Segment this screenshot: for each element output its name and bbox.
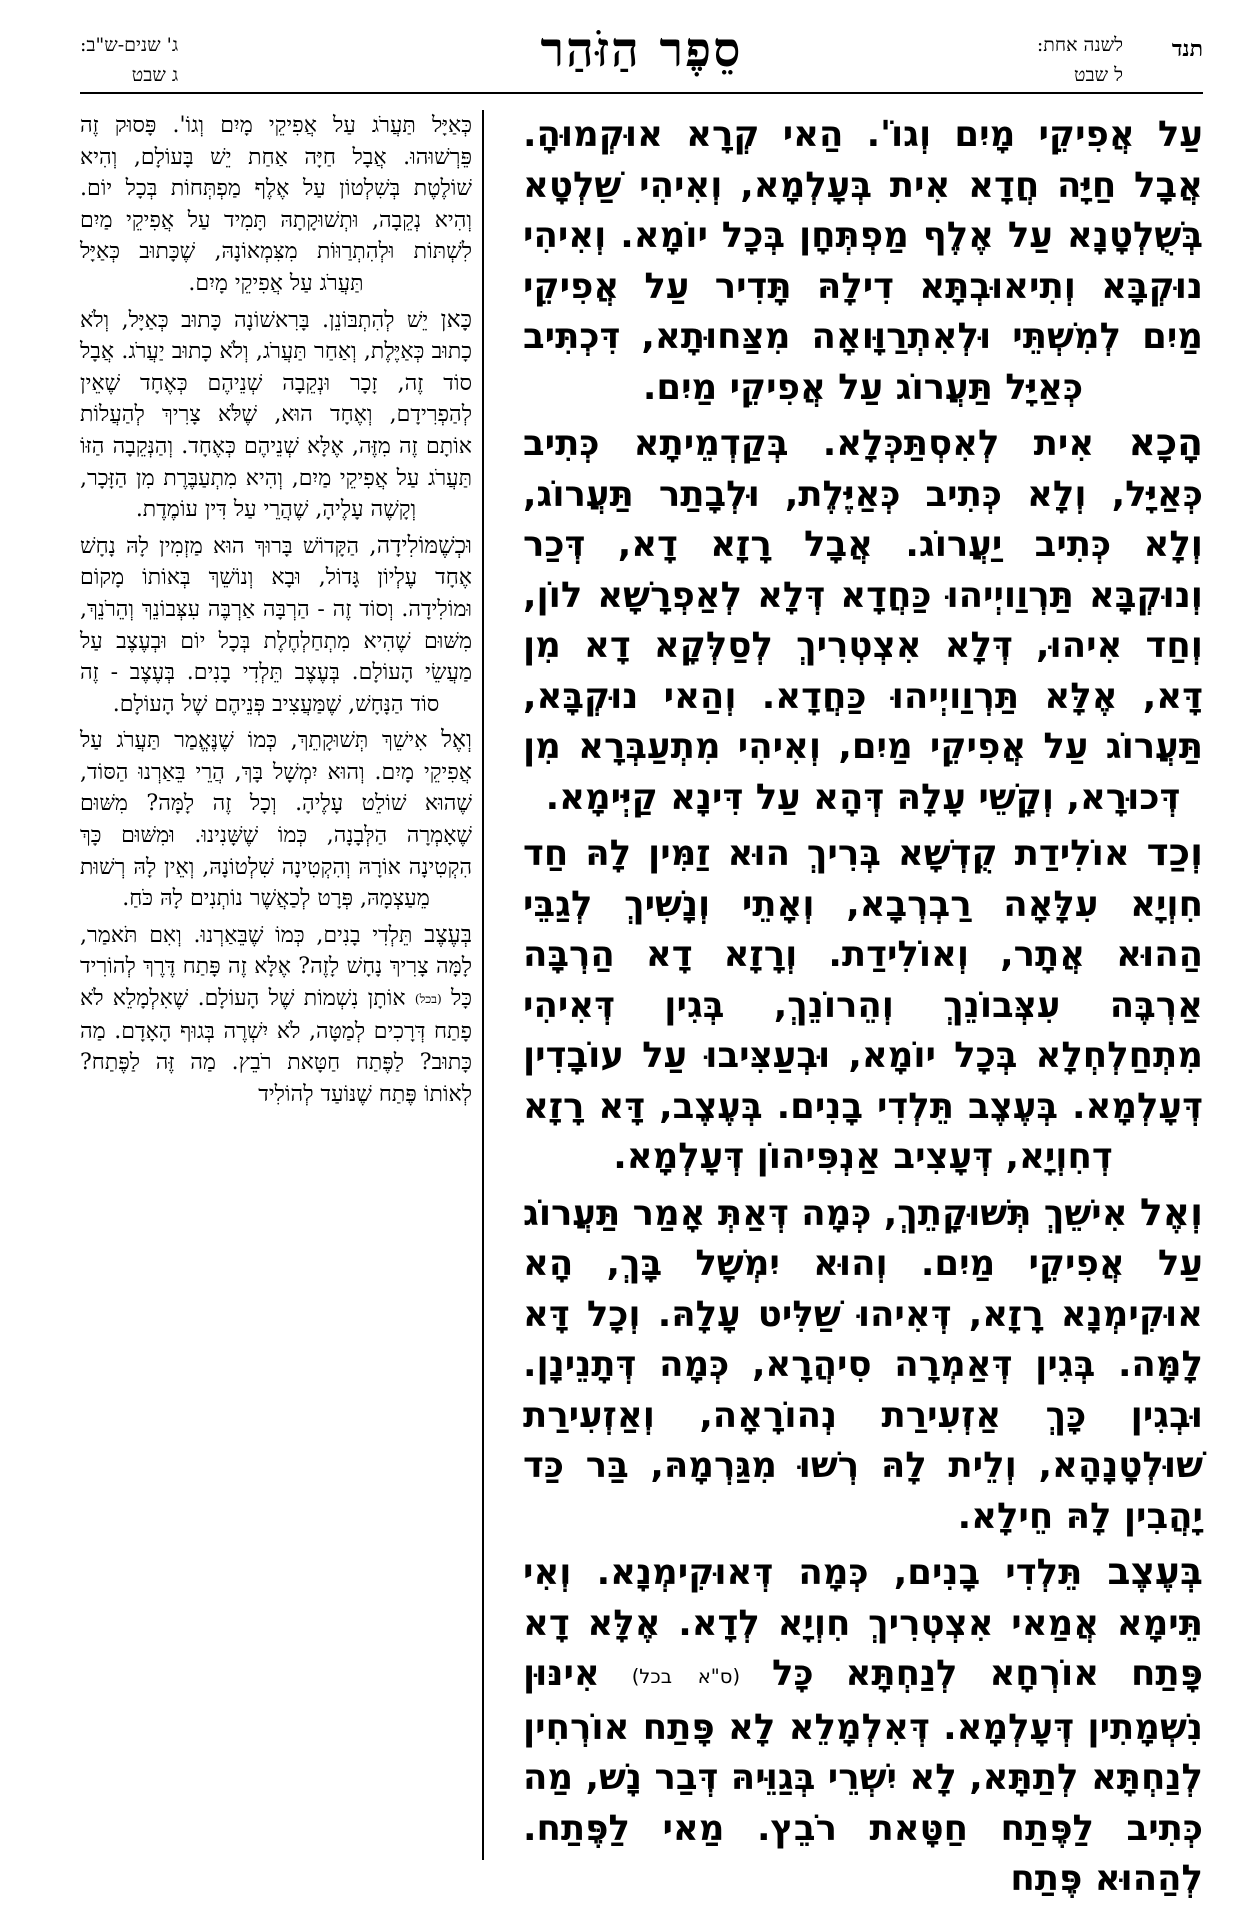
schedule-three-years-date: ג שבט	[131, 64, 179, 86]
schedule-one-year-date: ל שבט	[1073, 64, 1123, 86]
reading-schedule-three-years	[80, 30, 178, 90]
variant-reading-note: (ס"א בכל)	[631, 1665, 741, 1688]
aramaic-text-column	[522, 110, 1203, 1899]
header-rule	[80, 92, 1203, 94]
paragraph-text: כְּאַיָּל תַּעֲרֹג עַל אֲפִיקֵי מָיִם וְגוֹ'. פָּסוּק זֶה פֵּרְשׁוּהוּ. אֲבָל חַיָּה אַחַת יֵשׁ בָּעוֹלָם, וְהִיא שׁוֹלֶטֶת בְּשִׁלְטוֹן עַל אֶלֶף מַפְתְּחוֹת בְּכָל יוֹם. וְהִיא נְקֵבָה, וּתְשׁוּקָתָהּ תָּמִיד עַל אֲפִיקֵי מַיִם לִשְׁתּוֹת וּלְהִתְרַוּוֹת מִצִּמְאוֹנָהּ, שֶׁכָּתוּב כְּאַיָּל תַּעֲרֹג עַל אֲפִיקֵי מָיִם.	[80, 113, 472, 296]
paragraph-lead-word: וְכַד	[1146, 830, 1203, 874]
paragraph-lead-word: וּכְשֶׁמּוֹלִידָה,	[369, 531, 472, 559]
translation-paragraph	[80, 724, 472, 915]
paragraph-text-continued: אוֹתָן נִשְׁמוֹת שֶׁל הָעוֹלָם. שֶׁאִלְמָלֵא לֹא פָתַח דְּרָכִים לְמַטָּה, לֹא יִשְׁרֶה בְּגוּף הָאָדָם. מַה כָּתוּב? לַפֶּתַח חַטָּאת רֹבֵץ. מַה זֶּה לַפֶּתַח? לְאוֹתוֹ פֶּתַח שֶׁנּוֹעַד לְהוֹלִיד	[80, 986, 472, 1107]
paragraph-text: אוֹלִידַת קֻדְשָׁא בְּרִיךְ הוּא זַמִּין לָהּ חַד חִוְיָא עִלָּאָה רַבְרְבָא, וְאָתֵי וְנָשִׁיךְ לְגַבֵּי הַהוּא אֲתָר, וְאוֹלִידַת. וְרָזָא דָא הַרְבָּה אַרְבֶּה עִצְּבוֹנֵךְ וְהֵרוֹנֵךְ, בְּגִין דְּאִיהִי מִתְחַלְחְלָא בְּכָל יוֹמָא, וּבְעַצִּיבוּ עַל עוֹבָדִין דְּעָלְמָא. בְּעֶצֶב תֵּלְדִי בָנִים. בְּעֶצֶב, דָּא רָזָא דְחִוְיָא, דְּעָצִיב אַנְפִּיהוֹן דְּעָלְמָא.	[523, 833, 1203, 1177]
paragraph-text: אִית לְאִסְתַּכְּלָא. בְּקַדְמֵיתָא כְּתִיב כְּאַיָּל, וְלָא כְּתִיב כְּאַיֶּלֶת, וּלְבָתַר תַּעֲרוֹג, וְלָא כְּתִיב יַעֲרוֹג. אֲבָל רָזָא דָא, דְּכַר וְנוּקְבָּא תַּרְוַויְיהוּ כַּחֲדָא דְּלָא לְאַפְרָשָׁא לוֹן, וְחַד אִיהוּ, דְּלָא אִצְטְרִיךְ לְסַלְּקָא דָא מִן דָּא, אֶלָּא תַּרְוַויְיהוּ כַּחֲדָא. וְהַאי נוּקְבָּא, תַּעֲרוֹג עַל אֲפִיקֵי מַיִם, וְאִיהִי מִתְעַבְּרָא מִן דְּכוּרָא, וְקָשֵׁי עָלָהּ דְּהָא עַל דִּינָא קַיְּימָא.	[523, 423, 1203, 818]
column-divider	[482, 110, 484, 1860]
paragraph-text-continued: אִינּוּן נִשְׁמָתִין דְּעָלְמָא. דְּאִלְמָלֵא לָא פָּתַח אוֹרְחִין לְנַחְתָּא לְתַתָּא, לָא יִשְׁרֵי בְּגַוֵּיהּ דְּבַר נָשׁ, מַה כְּתִיב לַפֶּתַח חַטָּאת רֹבֵץ. מַאי לַפֶּתַח. לְהַהוּא פֶּתַח	[523, 1653, 1203, 1899]
paragraph-text: הַקָּדוֹשׁ בָּרוּךְ הוּא מַזְמִין לָהּ נָחָשׁ אֶחָד עֶלְיוֹן גָּדוֹל, וּבָא וְנוֹשֵׁךְ בְּאוֹתוֹ מָקוֹם וּמוֹלִידָה. וְסוֹד זֶה - הַרְבָּה אַרְבֶּה עִצְּבוֹנֵךְ וְהֵרֹנֵךְ, מִשּׁוּם שֶׁהִיא מִתְחַלְחֶלֶת בְּכָל יוֹם וּבְעֶצֶב עַל מַעֲשֵׂי הָעוֹלָם. בְּעֶצֶב תֵּלְדִי בָנִים. בְּעֶצֶב - זֶה סוֹד הַנָּחָשׁ, שֶׁמַּעֲצִיב פְּנֵיהֶם שֶׁל הָעוֹלָם.	[80, 533, 472, 717]
paragraph-lead-word: וְאֶל	[1139, 1189, 1203, 1234]
paragraph-text: תֵּלְדִי בָנִים, כְּמָה דְּאוּקִימְנָא. וְאִי תֵּימָא אֲמַאי אִצְטְרִיךְ חִוְיָא לְדָא. אֶלָּא דָא פָּתַח אוֹרְחָא לְנַחְתָּא כָּל	[523, 1552, 1203, 1694]
translation-paragraph	[80, 919, 472, 1111]
page-header	[80, 22, 1203, 92]
page-number: תנד	[1171, 36, 1203, 62]
text-paragraph	[523, 1187, 1203, 1543]
text-paragraph	[523, 110, 1203, 413]
paragraph-lead-word: בְּעֶצֶב	[1107, 1549, 1203, 1593]
hebrew-translation-column	[80, 110, 472, 1860]
translation-paragraph	[80, 110, 472, 300]
schedule-one-year-label: לשנה אחת:	[1036, 34, 1123, 56]
variant-reading-note: (בכל)	[414, 992, 442, 1007]
text-paragraph	[523, 1546, 1203, 1905]
text-paragraph	[523, 417, 1203, 823]
schedule-three-years-label: ג' שנים-ש"ב:	[80, 34, 179, 56]
paragraph-text: יֵשׁ לְהִתְבּוֹנֵן. בָּרִאשׁוֹנָה כָּתוּב כְּאַיָּל, וְלֹא כָתוּב כְּאַיֶּלֶת, וְאַחַר תַּעֲרֹג, וְלֹא כָתוּב יַעֲרֹג. אֲבָל סוֹד זֶה, זָכָר וּנְקֵבָה שְׁנֵיהֶם כְּאֶחָד שֶׁאֵין לְהַפְרִידָם, וְאֶחָד הוּא, שֶׁלֹּא צָרִיךְ לְהַעֲלוֹת אוֹתָם זֶה מִזֶּה, אֶלָּא שְׁנֵיהֶם כְּאֶחָד. וְהַנְּקֵבָה הַזּוֹ תַּעֲרֹג עַל אֲפִיקֵי מַיִם, וְהִיא מִתְעַבֶּרֶת מִן הַזָּכָר, וְקָשֶׁה עָלֶיהָ, שֶׁהֲרֵי עַל דִּין עוֹמֶדֶת.	[80, 307, 472, 523]
text-paragraph	[523, 827, 1203, 1183]
translation-paragraph	[80, 530, 472, 721]
paragraph-lead-word: בְּעֶצֶב	[424, 920, 472, 948]
translation-paragraph	[80, 304, 472, 526]
paragraph-lead-word: וְאֶל	[441, 726, 472, 754]
paragraph-text: אִישֵׁךְ תְּשׁוּקָתֵךְ, כְּמוֹ שֶׁנֶּאֱמַר תַּעֲרֹג עַל אֲפִיקֵי מָיִם. וְהוּא יִמְשָׁל בָּךְ, הֲרֵי בֵּאַרְנוּ הַסּוֹד, שֶׁהוּא שׁוֹלֵט עָלֶיהָ. וְכָל זֶה לָמָּה? מִשּׁוּם שֶׁאָמְרָה הַלְּבָנָה, כְּמוֹ שֶׁשָּׁנִינוּ. וּמִשּׁוּם כָּךְ הִקְטִינָה אוֹרָהּ וְהִקְטִינָה שִׁלְטוֹנָהּ, וְאֵין לָהּ רְשׁוּת מֵעַצְמָהּ, פְּרָט לְכַאֲשֶׁר נוֹתְנִים לָהּ כֹּחַ.	[80, 728, 472, 912]
paragraph-text: אִישֵׁךְ תְּשׁוּקָתֵךְ, כְּמָה דְּאַתְּ אָמַר תַּעֲרוֹג עַל אֲפִיקֵי מַיִם. וְהוּא יִמְשָׁל בָּךְ, הָא אוּקִימְנָא רָזָא, דְּאִיהוּ שַׁלִּיט עָלָהּ. וְכָל דָּא לָמָּה. בְּגִין דְּאַמְרָה סִיהֲרָא, כְּמָה דְּתָנֵינָן. וּבְגִין כָּךְ אַזְעִירַת נְהוֹרָאָה, וְאַזְעִירַת שׁוּלְטָנָהָא, וְלֵית לָהּ רְשׁוּ מִגַּרְמָהּ, בַּר כַּד יָהֲבִין לָהּ חֵילָא.	[522, 1192, 1203, 1537]
paragraph-lead-word: הָכָא	[1128, 420, 1203, 464]
book-title: סֵפֶר הַזֹּהַר	[540, 22, 743, 78]
paragraph-text: תֵּלְדִי בָנִים, כְּמוֹ שֶׁבֵּאַרְנוּ. וְאִם תֹּאמַר, לָמָּה צָרִיךְ נָחָשׁ לָזֶה? אֶלָּא זֶה פָּתַח דֶּרֶךְ לְהוֹרִיד כָּל	[80, 922, 472, 1012]
paragraph-text: עַל אֲפִיקֵי מָיִם וְגוֹ'. הַאי קְרָא אוּקְמוּהָ. אֲבָל חַיָּה חֲדָא אִית בְּעָלְמָא, וְאִיהִי שַׁלְטָא בְּשֻׁלְטָנָא עַל אֶלֶף מַפְתְּחָן בְּכָל יוֹמָא. וְאִיהִי נוּקְבָּא וְתִיאוּבְתָּא דִילָהּ תָּדִיר עַל אֲפִיקֵי מַיִם לְמִשְׁתֵּי וּלְאִתְרַוָּואָה מִצַּחוּתָא, דִּכְתִּיב כְּאַיָּל תַּעֲרוֹג עַל אֲפִיקֵי מַיִם.	[523, 114, 1203, 408]
paragraph-lead-word: כָּאן	[440, 305, 472, 333]
